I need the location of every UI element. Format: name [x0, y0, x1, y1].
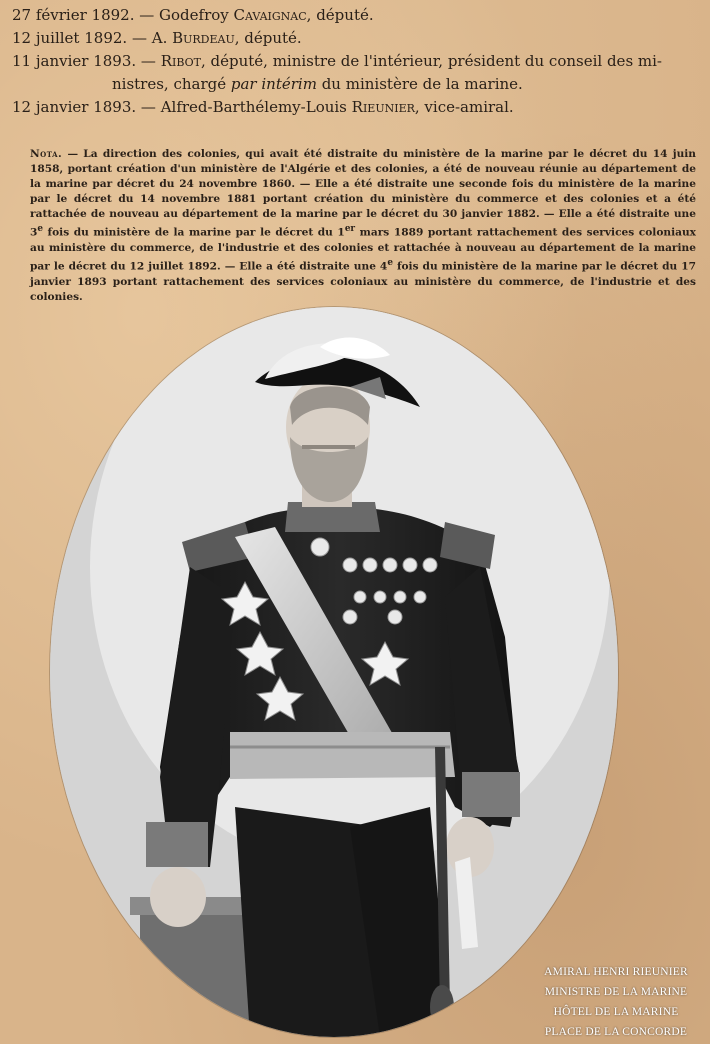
caption-line: MINISTRE DE LA MARINE — [544, 986, 688, 998]
caption-line: AMIRAL HENRI RIEUNIER — [544, 966, 688, 978]
minister-entry-ribot: 11 janvier 1893. — Ribot, député, ministre de l'intérieur, président du conseil des mi- — [12, 52, 662, 70]
minister-name: Ribot — [160, 52, 201, 70]
minister-list — [12, 4, 702, 119]
caption-line: PLACE DE LA CONCORDE — [544, 1026, 688, 1038]
nota-paragraph: Nota. — La direction des colonies, qui avait été distraite du ministère de la marine par le décret du 14 juin 1858, portant création d'un ministère de l'Algérie et des colonies, a été de nouveau réunie au département de la marine par décret du 24 novembre 1860. — Elle a été distraite une seconde fois du ministère de la marine par le décret du 14 novembre 1881 portant création du ministère du commerce et des colonies et a été rattachée de nouveau au département de la marine par le décret du 30 janvier 1882. — Elle a été distraite une 3e fois du ministère de la marine par le décret du 1er mars 1889 portant rattachement des services coloniaux au ministère du commerce, de l'industrie et des colonies et rattachée à nouveau au département de la marine par le décret du 12 juillet 1892. — Elle a été distraite une 4e fois du ministère de la marine par le décret du 17 janvier 1893 portant rattachement des services coloniaux au ministère du commerce, de l'industrie et des colonies. — [30, 148, 696, 303]
minister-entry-burdeau: 12 juillet 1892. — A. Burdeau, député. — [12, 29, 302, 47]
admiral-portrait-illustration — [50, 307, 618, 1037]
photo-caption — [528, 962, 704, 1042]
admiral-portrait-photo — [50, 307, 618, 1037]
minister-entry-cavaignac: 27 février 1892. — Godefroy Cavaignac, député. — [12, 6, 374, 24]
minister-entry-rieunier: 12 janvier 1893. — Alfred-Barthélemy-Louis Rieunier, vice-amiral. — [12, 98, 514, 116]
minister-name: Cavaignac — [233, 6, 307, 24]
nota-label: Nota. — [30, 148, 63, 160]
minister-entry-ribot-continued: nistres, chargé par intérim du ministère de la marine. — [112, 75, 523, 93]
entry-date: 12 janvier 1893. — [12, 98, 137, 116]
minister-name: Rieunier — [351, 98, 415, 116]
entry-date: 12 juillet 1892. — [12, 29, 128, 47]
entry-date: 11 janvier 1893. — [12, 52, 137, 70]
entry-date: 27 février 1892. — [12, 6, 135, 24]
minister-name: Burdeau — [172, 29, 235, 47]
caption-line: HÔTEL DE LA MARINE — [553, 1006, 679, 1018]
